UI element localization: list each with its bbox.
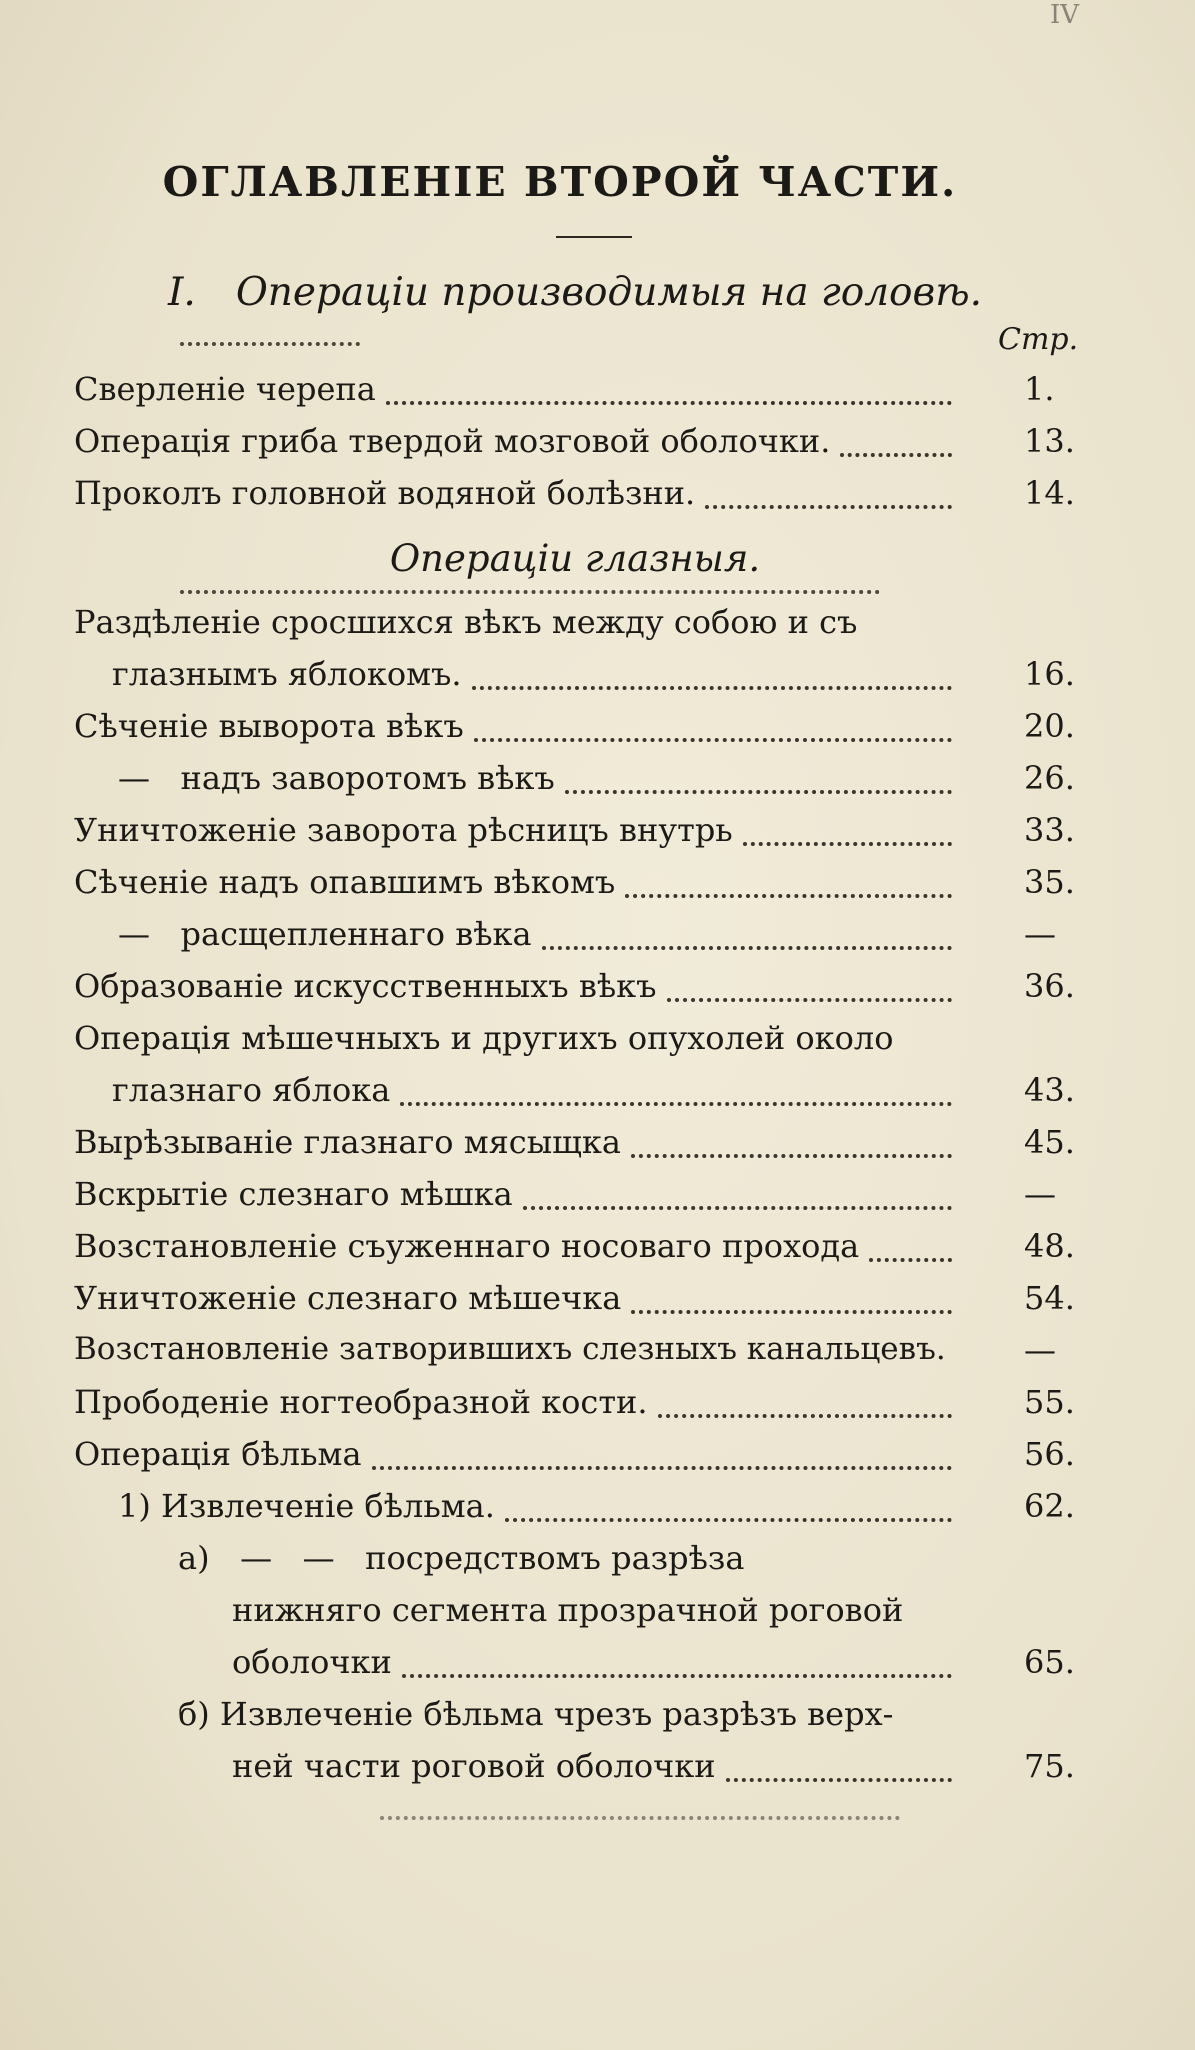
toc-entry-text: Вскрытіе слезнаго мѣшка bbox=[74, 1175, 513, 1213]
toc-entry-text: Операція бѣльма bbox=[74, 1435, 362, 1473]
toc-entry-text: Раздѣленіе сросшихся вѣкъ между собою и съ bbox=[74, 603, 858, 641]
toc-entry-text: Образованіе искусственныхъ вѣкъ bbox=[74, 967, 657, 1005]
toc-entry bbox=[74, 1227, 962, 1277]
dotted-divider bbox=[380, 1816, 900, 1824]
toc-entry bbox=[74, 967, 962, 1017]
toc-page-number: 56. bbox=[1024, 1435, 1075, 1473]
toc-entry bbox=[74, 370, 962, 420]
toc-entry-text: Сверленіе черепа bbox=[74, 370, 376, 408]
section-number: I. bbox=[168, 270, 196, 315]
toc-page-number: 13. bbox=[1024, 422, 1075, 460]
dot-leader bbox=[474, 734, 952, 742]
toc-entry bbox=[74, 603, 964, 641]
dot-leader bbox=[840, 449, 952, 457]
toc-page-number: 54. bbox=[1024, 1279, 1075, 1317]
toc-page-number: 26. bbox=[1024, 759, 1075, 797]
toc-entry-text: Вырѣзываніе глазнаго мясыщка bbox=[74, 1123, 621, 1161]
toc-page-number: 14. bbox=[1024, 474, 1075, 512]
toc-entry bbox=[74, 422, 962, 472]
toc-entry-text: Операція гриба твердой мозговой оболочки. bbox=[74, 422, 831, 460]
toc-entry bbox=[74, 811, 962, 861]
toc-entry bbox=[112, 655, 962, 705]
toc-page-number: 75. bbox=[1024, 1747, 1075, 1785]
toc-page-number: 45. bbox=[1024, 1123, 1075, 1161]
toc-entry-text: а) — — посредствомъ разрѣза bbox=[178, 1539, 745, 1577]
toc-entry bbox=[74, 1123, 962, 1173]
toc-entry-text: глазнымъ яблокомъ. bbox=[112, 655, 462, 693]
toc-entry bbox=[118, 915, 962, 965]
dotted-divider bbox=[180, 342, 360, 350]
subsection-heading: Операціи глазныя. bbox=[389, 537, 761, 580]
section-text: Операціи производимыя на головѣ. bbox=[235, 270, 983, 315]
toc-entry bbox=[74, 1331, 962, 1381]
toc-entry-text: Сѣченіе надъ опавшимъ вѣкомъ bbox=[74, 863, 616, 901]
dot-leader bbox=[400, 1098, 952, 1106]
toc-entry bbox=[74, 1383, 962, 1433]
toc-entry bbox=[74, 1175, 962, 1225]
dot-leader bbox=[631, 1150, 952, 1158]
toc-entry bbox=[178, 1695, 964, 1733]
dot-leader bbox=[472, 682, 952, 690]
toc-entry bbox=[232, 1643, 962, 1693]
toc-entry bbox=[232, 1747, 962, 1797]
toc-entry bbox=[112, 1071, 962, 1121]
toc-page-number: 1. bbox=[1024, 370, 1055, 408]
toc-page-number: 35. bbox=[1024, 863, 1075, 901]
toc-entry bbox=[74, 707, 962, 757]
dot-leader bbox=[631, 1306, 952, 1314]
dot-leader bbox=[402, 1670, 952, 1678]
toc-page-number: 33. bbox=[1024, 811, 1075, 849]
dot-leader bbox=[667, 994, 953, 1002]
toc-entry-text: Уничтоженіе заворота рѣсницъ внутрь bbox=[74, 811, 733, 849]
toc-entry-text: 1) Извлеченіе бѣльма. bbox=[118, 1487, 495, 1525]
toc-entry-text: — надъ заворотомъ вѣкъ bbox=[118, 759, 555, 797]
toc-entry-text: — расщепленнаго вѣка bbox=[118, 915, 532, 953]
toc-entry bbox=[74, 863, 962, 913]
toc-page-number: 16. bbox=[1024, 655, 1075, 693]
toc-page-number: — bbox=[1024, 1175, 1056, 1213]
dot-leader bbox=[726, 1774, 952, 1782]
toc-page-number: — bbox=[1024, 1331, 1056, 1369]
toc-page-number: — bbox=[1024, 915, 1056, 953]
toc-entry-text: Возстановленіе съуженнаго носоваго прохода bbox=[74, 1227, 860, 1265]
toc-entry bbox=[74, 474, 962, 524]
dot-leader bbox=[386, 397, 952, 405]
page-title: ОГЛАВЛЕНІЕ ВТОРОЙ ЧАСТИ. bbox=[162, 158, 958, 206]
toc-entry-text: б) Извлеченіе бѣльма чрезъ разрѣзъ верх- bbox=[178, 1695, 894, 1733]
toc-entry-text: нижняго сегмента прозрачной роговой bbox=[232, 1591, 904, 1629]
dot-leader bbox=[542, 942, 952, 950]
toc-entry bbox=[74, 1279, 962, 1329]
dotted-divider bbox=[180, 590, 880, 598]
toc-page-number: 65. bbox=[1024, 1643, 1075, 1681]
toc-entry bbox=[74, 1019, 964, 1057]
toc-page-number: 55. bbox=[1024, 1383, 1075, 1421]
toc-page-number: 62. bbox=[1024, 1487, 1075, 1525]
toc-page-number: 48. bbox=[1024, 1227, 1075, 1265]
section-heading bbox=[168, 270, 982, 315]
toc-entry-text: Прободеніе ногтеобразной кости. bbox=[74, 1383, 648, 1421]
toc-entry-text: глазнаго яблока bbox=[112, 1071, 391, 1109]
page-column-header: Стр. bbox=[998, 322, 1079, 357]
toc-entry-text: Сѣченіе выворота вѣкъ bbox=[74, 707, 464, 745]
page-folio: IV bbox=[1050, 0, 1080, 30]
toc-entry-text: Уничтоженіе слезнаго мѣшечка bbox=[74, 1279, 622, 1317]
toc-entry bbox=[118, 1487, 962, 1537]
toc-entry-text: Проколъ головной водяной болѣзни. bbox=[74, 474, 696, 512]
dot-leader bbox=[869, 1254, 952, 1262]
toc-page-number: 36. bbox=[1024, 967, 1075, 1005]
dot-leader bbox=[372, 1462, 952, 1470]
dot-leader bbox=[523, 1202, 952, 1210]
title-rule bbox=[556, 236, 632, 238]
dot-leader bbox=[625, 890, 952, 898]
toc-page-number: 43. bbox=[1024, 1071, 1075, 1109]
dot-leader bbox=[743, 838, 952, 846]
dot-leader bbox=[505, 1514, 952, 1522]
toc-entry bbox=[178, 1539, 964, 1577]
toc-entry-text: Возстановленіе затворившихъ слезныхъ канальцевъ. bbox=[74, 1331, 946, 1367]
toc-entry-text: оболочки bbox=[232, 1643, 392, 1681]
toc-page-number: 20. bbox=[1024, 707, 1075, 745]
dot-leader bbox=[565, 786, 952, 794]
toc-entry bbox=[118, 759, 962, 809]
dot-leader bbox=[705, 501, 952, 509]
dot-leader bbox=[658, 1410, 952, 1418]
toc-entry bbox=[232, 1591, 964, 1629]
toc-entry-text: Операція мѣшечныхъ и другихъ опухолей около bbox=[74, 1019, 894, 1057]
toc-entry bbox=[74, 1435, 962, 1485]
toc-entry-text: ней части роговой оболочки bbox=[232, 1747, 716, 1785]
